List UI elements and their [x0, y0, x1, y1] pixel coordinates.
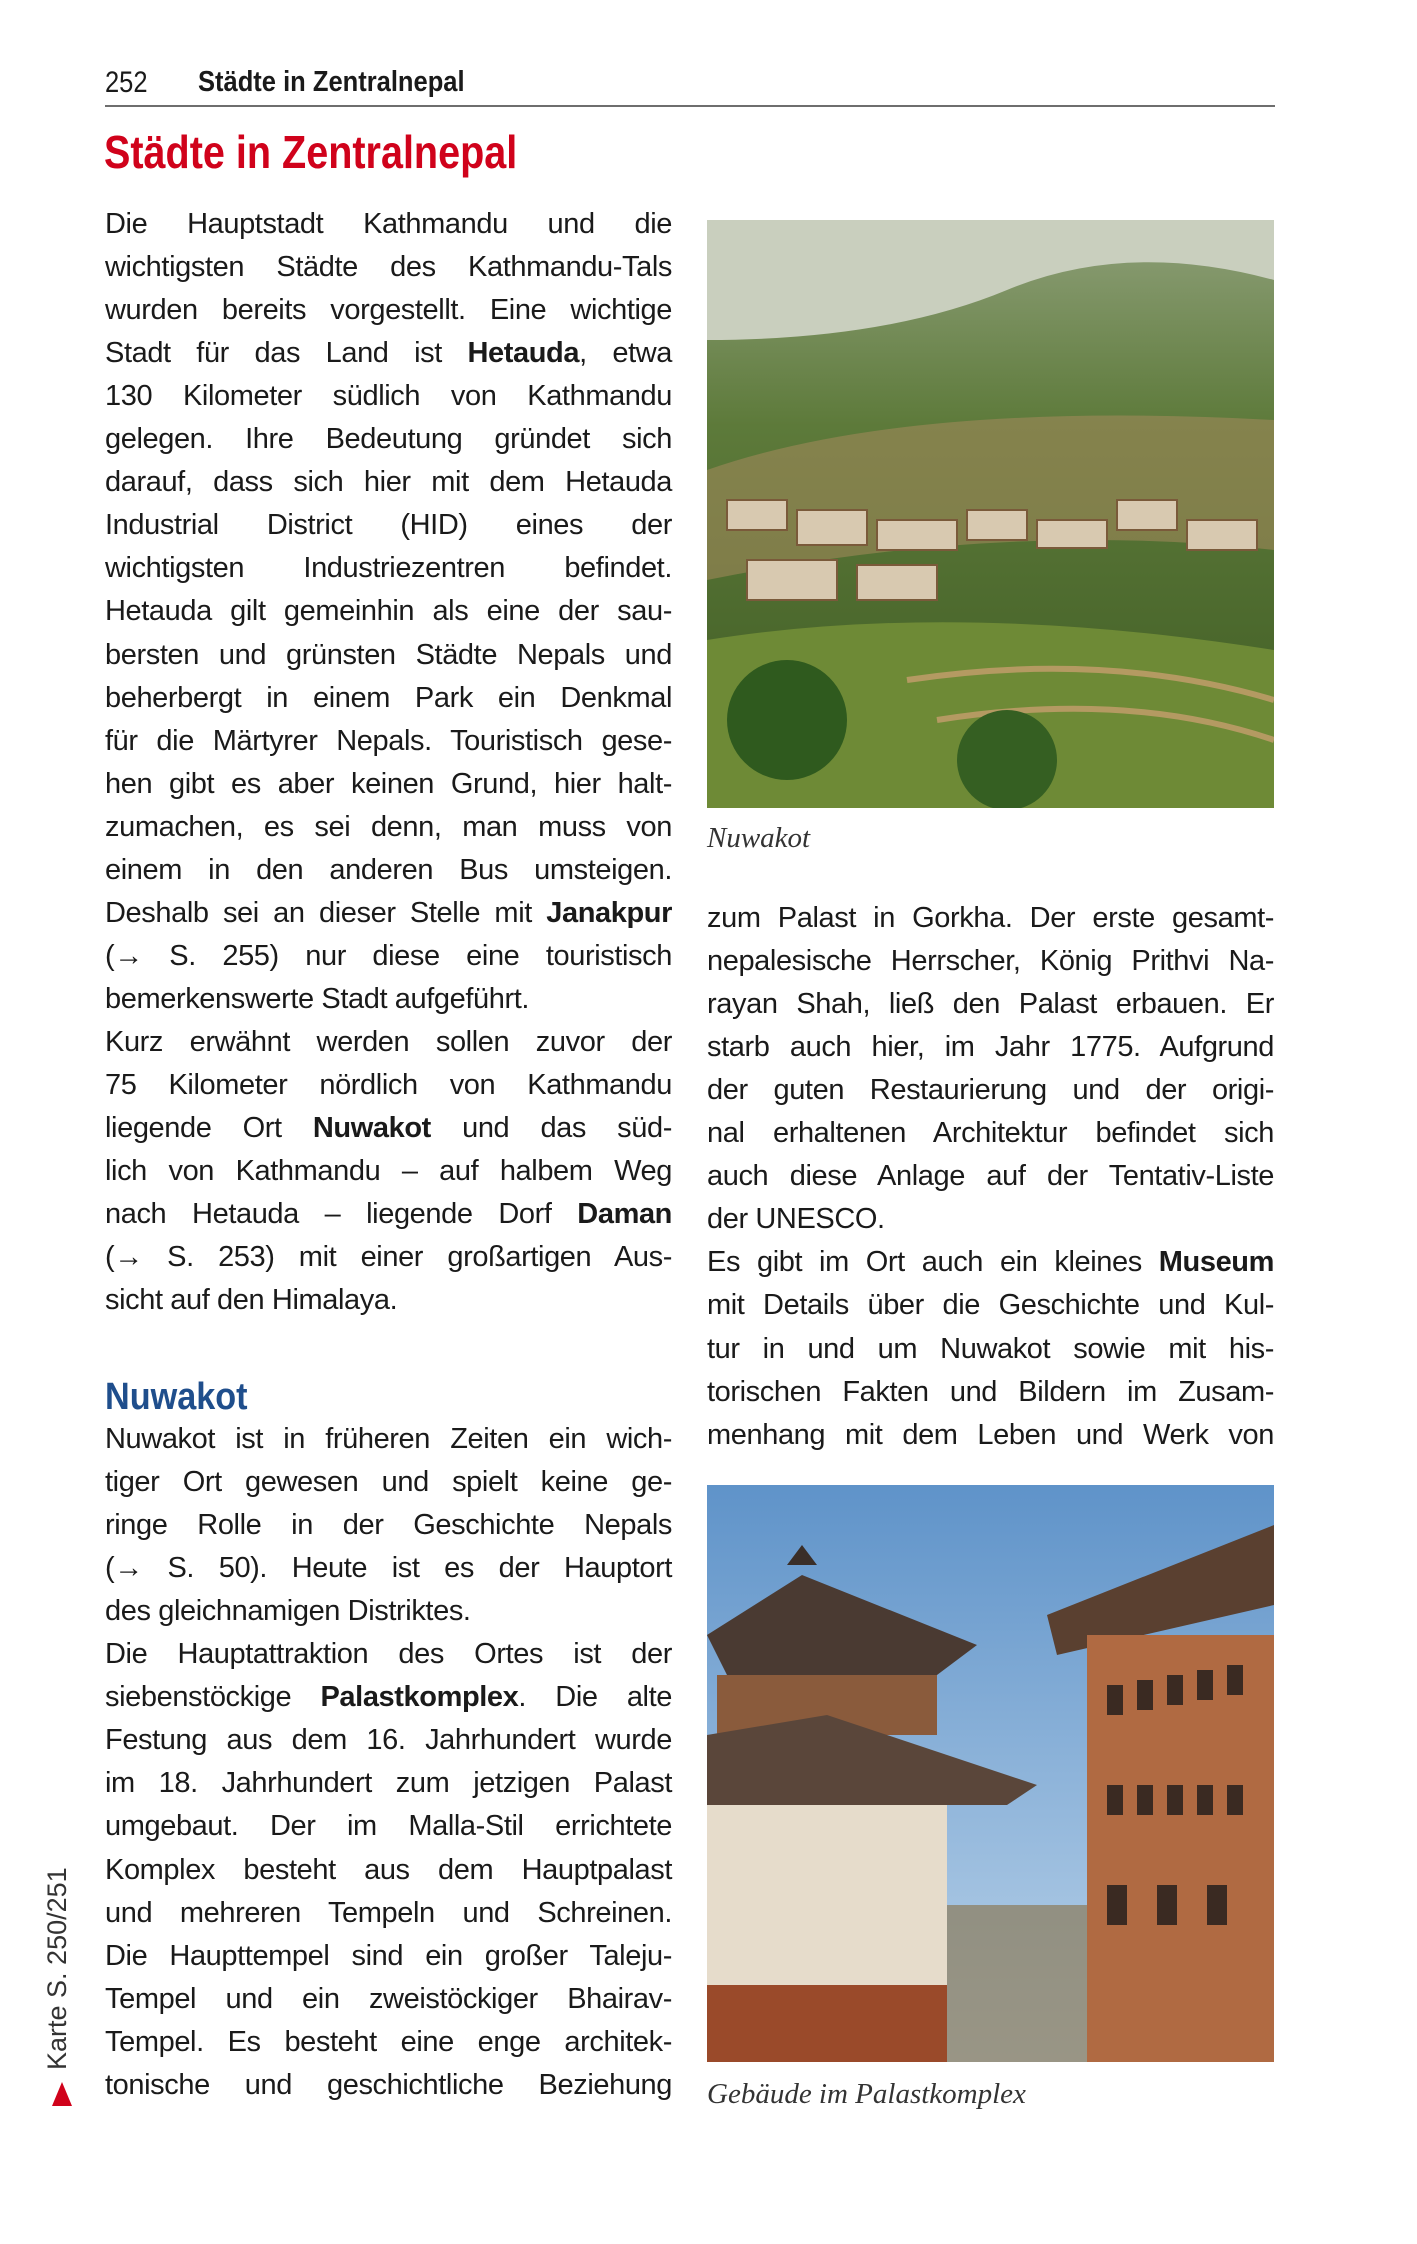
text-run: Die Hauptattraktion des Ortes ist der	[105, 1638, 672, 1671]
text-run: Kurz erwähnt werden sollen zuvor der	[105, 1025, 672, 1058]
text-line	[707, 897, 1274, 940]
text-line	[707, 1026, 1274, 1069]
text-line	[707, 1414, 1274, 1457]
caption-nuwakot: Nuwakot	[707, 822, 811, 854]
text-line	[105, 418, 672, 461]
text-line	[105, 1107, 672, 1150]
text-line	[105, 849, 672, 892]
text-line	[707, 1371, 1274, 1414]
text-run: Tempel. Es besteht eine enge architek-	[105, 2025, 672, 2058]
text-line	[105, 677, 672, 720]
bold-term: Museum	[1158, 1246, 1274, 1279]
text-run: gelegen. Ihre Bedeutung gründet sich	[105, 423, 672, 456]
text-run: nal erhaltenen Architektur befindet sich	[707, 1117, 1274, 1150]
text-line	[105, 806, 672, 849]
text-run: der UNESCO.	[707, 1203, 885, 1236]
text-line	[105, 1504, 672, 1547]
bold-term: Hetauda	[467, 337, 580, 370]
text-run: menhang mit dem Leben und Werk von	[707, 1418, 1274, 1451]
text-run: Die Hauptstadt Kathmandu und die	[105, 208, 672, 240]
text-run: darauf, dass sich hier mit dem Hetauda	[105, 466, 672, 499]
text-line	[105, 1805, 672, 1848]
text-line	[105, 892, 672, 935]
text-line	[105, 1021, 672, 1064]
text-line	[105, 1150, 672, 1193]
text-run: zumachen, es sei denn, man muss von	[105, 810, 672, 843]
photo-nuwakot	[707, 220, 1274, 808]
text-line	[707, 940, 1274, 983]
text-line	[105, 720, 672, 763]
text-run: torischen Fakten und Bildern im Zusam-	[707, 1375, 1274, 1408]
text-line	[105, 1236, 672, 1279]
text-run: Tempel und ein zweistöckiger Bhairav-	[105, 1982, 672, 2015]
text-line	[105, 1193, 672, 1236]
page-number: 252	[105, 66, 148, 99]
text-line	[707, 1155, 1274, 1198]
text-run: lich von Kathmandu – auf halbem Weg	[105, 1155, 672, 1188]
text-run: zum Palast in Gorkha. Der erste gesamt-	[707, 902, 1274, 934]
text-run: Nuwakot ist in früheren Zeiten ein wich-	[105, 1423, 672, 1455]
text-line	[707, 1241, 1274, 1284]
text-line	[105, 203, 672, 246]
text-run: im 18. Jahrhundert zum jetzigen Palast	[105, 1767, 672, 1800]
bold-term: Nuwakot	[312, 1112, 431, 1145]
text-run: nepalesische Herrscher, König Prithvi Na-	[707, 945, 1274, 978]
text-run: umgebaut. Der im Malla-Stil errichtete	[105, 1810, 672, 1843]
text-line	[105, 1719, 672, 1762]
text-run: tiger Ort gewesen und spielt keine ge-	[105, 1466, 672, 1499]
text-run: der guten Restaurierung und der origi-	[707, 1074, 1274, 1107]
bold-term: Daman	[577, 1198, 672, 1231]
text-line	[105, 1461, 672, 1504]
text-run: rayan Shah, ließ den Palast erbauen. Er	[707, 988, 1274, 1021]
text-line	[105, 2021, 672, 2064]
text-line	[105, 1547, 672, 1590]
text-run: für die Märtyrer Nepals. Touristisch gese-	[105, 724, 672, 757]
text-run: Komplex besteht aus dem Hauptpalast	[105, 1853, 672, 1886]
text-run: ringe Rolle in der Geschichte Nepals	[105, 1509, 672, 1542]
text-line	[105, 935, 672, 978]
section-heading-nuwakot: Nuwakot	[105, 1376, 248, 1418]
text-line	[707, 1284, 1274, 1327]
running-title: Städte in Zentralnepal	[198, 66, 465, 98]
text-line	[707, 1112, 1274, 1155]
map-reference-triangle-icon	[52, 2082, 72, 2106]
bold-term: Palastkomplex	[320, 1681, 519, 1714]
text-run: liegende Ort	[105, 1112, 313, 1145]
text-run: bersten und grünsten Städte Nepals und	[105, 638, 672, 671]
header-rule	[105, 105, 1275, 107]
text-run: , etwa	[579, 337, 672, 370]
text-line	[105, 1418, 672, 1461]
text-run: (→ S. 255) nur diese eine touristisch	[105, 939, 672, 972]
text-line	[105, 1590, 672, 1633]
caption-palace-buildings: Gebäude im Palastkomplex	[707, 2078, 1026, 2110]
text-line	[105, 246, 672, 289]
text-run: siebenstöckige	[105, 1681, 321, 1714]
page-title: Städte in Zentralnepal	[104, 126, 518, 178]
text-run: 75 Kilometer nördlich von Kathmandu	[105, 1069, 672, 1101]
text-line	[707, 1069, 1274, 1112]
text-run: nach Hetauda – liegende Dorf	[105, 1198, 578, 1231]
text-run: auch diese Anlage auf der Tentativ-Liste	[707, 1160, 1274, 1193]
text-run: einem in den anderen Bus umsteigen.	[105, 853, 672, 886]
text-line	[105, 634, 672, 677]
text-line	[105, 1676, 672, 1719]
text-line	[105, 1762, 672, 1805]
text-run: beherbergt in einem Park ein Denkmal	[105, 681, 672, 714]
text-line	[105, 332, 672, 375]
text-line	[105, 2064, 672, 2107]
text-line	[707, 1198, 1274, 1241]
text-run: tur in und um Nuwakot sowie mit his-	[707, 1332, 1274, 1365]
text-run: (→ S. 253) mit einer großartigen Aus-	[105, 1241, 672, 1274]
text-run: wichtigsten Städte des Kathmandu-Tals	[105, 251, 672, 284]
text-run: Stadt für das Land ist	[105, 337, 468, 370]
text-line	[105, 461, 672, 504]
text-line	[105, 1064, 672, 1107]
text-line	[105, 375, 672, 418]
text-line	[105, 1978, 672, 2021]
text-line	[105, 763, 672, 806]
text-line	[707, 1328, 1274, 1371]
text-run: des gleichnamigen Distriktes.	[105, 1595, 471, 1628]
text-run: wurden bereits vorgestellt. Eine wichtige	[105, 294, 672, 327]
text-run: hen gibt es aber keinen Grund, hier halt-	[105, 767, 672, 800]
bold-term: Janakpur	[546, 896, 672, 929]
text-line	[105, 1849, 672, 1892]
text-line	[707, 983, 1274, 1026]
text-run: mit Details über die Geschichte und Kul-	[707, 1289, 1274, 1322]
text-run: 130 Kilometer südlich von Kathmandu	[105, 380, 672, 413]
text-line	[105, 504, 672, 547]
map-reference[interactable]: Karte S. 250/251	[42, 1867, 72, 2070]
text-run: und mehreren Tempeln und Schreinen.	[105, 1896, 672, 1929]
text-run: Festung aus dem 16. Jahrhundert wurde	[105, 1724, 672, 1757]
text-line	[105, 1279, 672, 1322]
text-line	[105, 1892, 672, 1935]
text-line	[105, 289, 672, 332]
text-run: Deshalb sei an dieser Stelle mit	[105, 896, 547, 929]
text-run: Es gibt im Ort auch ein kleines	[707, 1246, 1159, 1279]
text-line	[105, 590, 672, 633]
text-line	[105, 1935, 672, 1978]
text-run: Die Haupttempel sind ein großer Taleju-	[105, 1939, 672, 1972]
text-run: . Die alte	[518, 1681, 672, 1714]
text-run: und das süd-	[430, 1112, 672, 1145]
text-run: bemerkenswerte Stadt aufgeführt.	[105, 982, 530, 1015]
photo-palace-buildings	[707, 1485, 1274, 2062]
text-run: (→ S. 50). Heute ist es der Hauptort	[105, 1552, 672, 1585]
text-run: wichtigsten Industriezentren befindet.	[105, 552, 672, 585]
text-run: starb auch hier, im Jahr 1775. Aufgrund	[707, 1031, 1274, 1064]
text-line	[105, 1633, 672, 1676]
text-run: tonische und geschichtliche Beziehung	[105, 2068, 672, 2101]
text-run: Hetauda gilt gemeinhin als eine der sau-	[105, 595, 672, 628]
text-line	[105, 978, 672, 1021]
text-run: Industrial District (HID) eines der	[105, 509, 672, 542]
text-run: sicht auf den Himalaya.	[105, 1284, 398, 1317]
text-line	[105, 547, 672, 590]
